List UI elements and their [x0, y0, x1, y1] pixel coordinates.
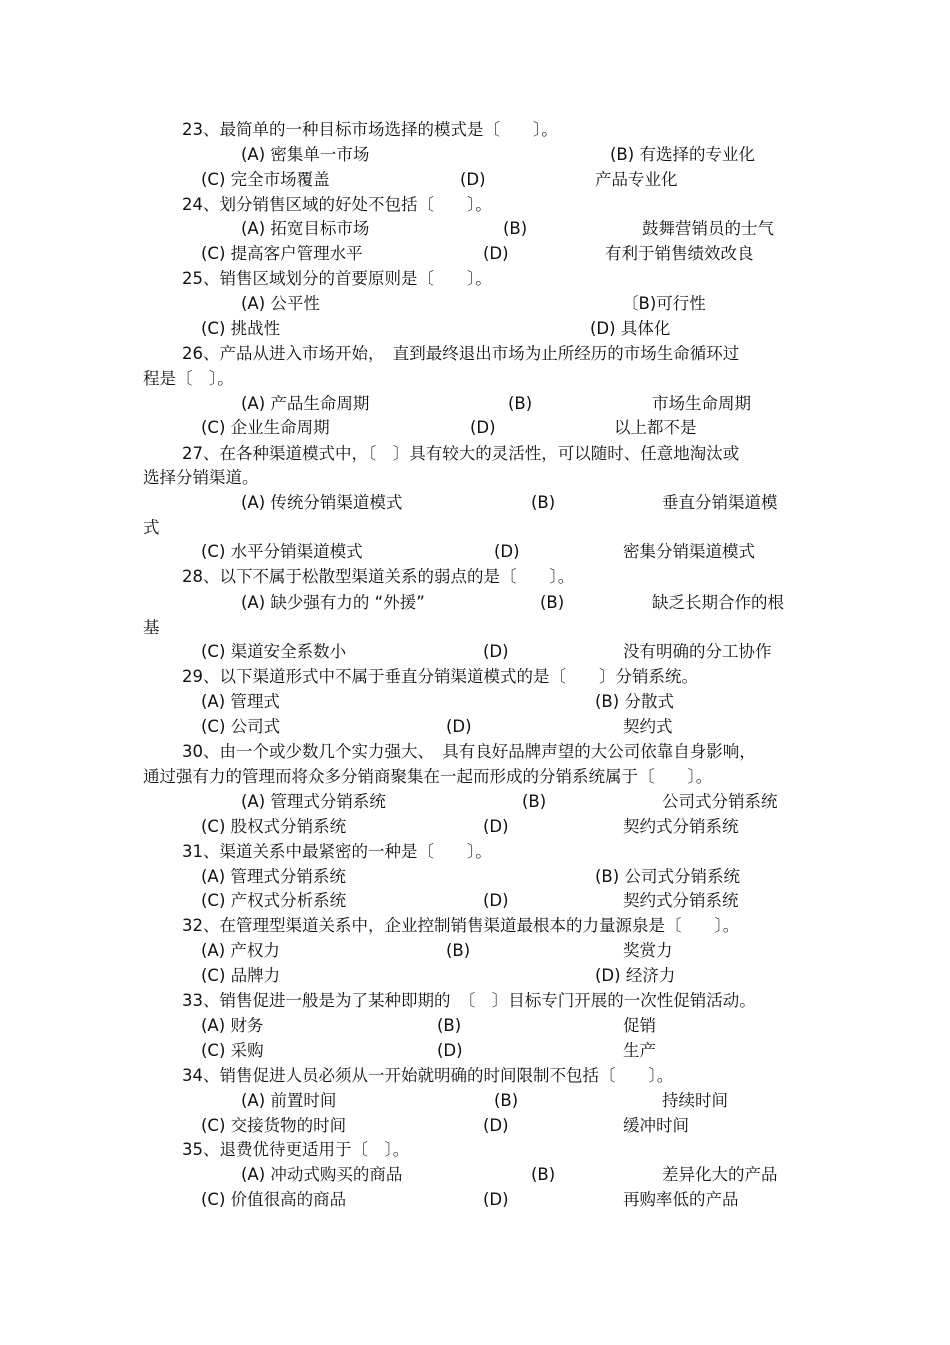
question-29-option-d-label: (D) [446, 717, 472, 736]
question-24-option-d-label: (D) [483, 244, 509, 263]
question-30-option-d-label: (D) [483, 817, 509, 836]
question-35-option-b-text: 差异化大的产品 [662, 1165, 778, 1184]
question-31-option-a: (A) 管理式分销系统 [201, 867, 346, 886]
question-25-option-d: (D) 具体化 [590, 319, 671, 338]
question-32-option-d: (D) 经济力 [595, 966, 676, 985]
question-33-option-a: (A) 财务 [201, 1016, 264, 1035]
question-24-option-d-text: 有利于销售绩效改良 [605, 244, 754, 263]
question-33-option-b-text: 促销 [623, 1016, 656, 1035]
question-26-option-d-label: (D) [470, 418, 496, 437]
question-30-stem: 30、由一个或少数几个实力强大、 具有良好品牌声望的大公司依靠自身影响， [182, 742, 756, 761]
question-34-option-b-label: (B) [494, 1091, 519, 1110]
question-25-option-c: (C) 挑战性 [201, 319, 281, 338]
question-31-option-c: (C) 产权式分析系统 [201, 891, 347, 910]
question-27-option-d-text: 密集分销渠道模式 [623, 542, 755, 561]
question-34-option-a: (A) 前置时间 [241, 1091, 337, 1110]
question-28-option-b-cont: 基 [143, 618, 160, 637]
question-26-stem: 26、产品从进入市场开始， 直到最终退出市场为止所经历的市场生命循环过 [182, 344, 740, 363]
question-30-option-c: (C) 股权式分销系统 [201, 817, 347, 836]
question-24-option-b-text: 鼓舞营销员的士气 [642, 219, 774, 238]
question-27-option-b-cont: 式 [143, 518, 160, 537]
question-27-option-b-label: (B) [531, 493, 556, 512]
question-29-option-d-text: 契约式 [623, 717, 673, 736]
question-23-option-c: (C) 完全市场覆盖 [201, 170, 330, 189]
question-34-option-b-text: 持续时间 [662, 1091, 728, 1110]
question-33-stem: 33、销售促进一般是为了某种即期的 〔 〕目标专门开展的一次性促销活动。 [182, 991, 756, 1010]
question-28-stem: 28、以下不属于松散型渠道关系的弱点的是〔 〕。 [182, 567, 575, 586]
question-27-stem: 27、在各种渠道模式中，〔 〕具有较大的灵活性，可以随时、任意地淘汰或 [182, 444, 740, 463]
question-34-option-c: (C) 交接货物的时间 [201, 1116, 347, 1135]
question-29-stem: 29、以下渠道形式中不属于垂直分销渠道模式的是〔 〕分销系统。 [182, 667, 698, 686]
question-26-stem-cont: 程是〔 〕。 [143, 369, 234, 388]
question-24-option-b-label: (B) [503, 219, 528, 238]
question-24-option-a: (A) 拓宽目标市场 [241, 219, 370, 238]
question-28-option-a: (A) 缺少强有力的 “外援” [241, 593, 425, 612]
question-24-option-c: (C) 提高客户管理水平 [201, 244, 363, 263]
question-28-option-b-text: 缺乏长期合作的根 [652, 593, 784, 612]
question-28-option-d-text: 没有明确的分工协作 [623, 642, 772, 661]
question-23-option-d-text: 产品专业化 [595, 170, 678, 189]
question-32-option-b-label: (B) [446, 941, 471, 960]
question-35-option-a: (A) 冲动式购买的商品 [241, 1165, 403, 1184]
question-35-option-d-text: 再购率低的产品 [623, 1190, 739, 1209]
question-26-option-a: (A) 产品生命周期 [241, 394, 370, 413]
question-25-stem: 25、销售区域划分的首要原则是〔 〕。 [182, 269, 492, 288]
question-26-option-d-text: 以上都不是 [614, 418, 697, 437]
question-28-option-d-label: (D) [483, 642, 509, 661]
question-35-option-b-label: (B) [531, 1165, 556, 1184]
question-30-stem-cont: 通过强有力的管理而将众多分销商聚集在一起而形成的分销系统属于〔 〕。 [143, 767, 713, 786]
question-32-option-c: (C) 品牌力 [201, 966, 281, 985]
question-25-option-a: (A) 公平性 [241, 294, 320, 313]
question-28-option-b-label: (B) [540, 593, 565, 612]
question-23-option-b: (B) 有选择的专业化 [610, 145, 755, 164]
question-27-option-a: (A) 传统分销渠道模式 [241, 493, 403, 512]
question-30-option-a: (A) 管理式分销系统 [241, 792, 386, 811]
question-23-stem: 23、最简单的一种目标市场选择的模式是〔 〕。 [182, 120, 558, 139]
question-35-stem: 35、退费优待更适用于〔 〕。 [182, 1140, 410, 1159]
question-31-option-d-text: 契约式分销系统 [623, 891, 739, 910]
question-30-option-b-label: (B) [522, 792, 547, 811]
question-34-stem: 34、销售促进人员必须从一开始就明确的时间限制不包括〔 〕。 [182, 1066, 674, 1085]
question-31-option-d-label: (D) [483, 891, 509, 910]
question-27-option-d-label: (D) [494, 542, 520, 561]
question-30-option-d-text: 契约式分销系统 [623, 817, 739, 836]
question-29-option-a: (A) 管理式 [201, 692, 280, 711]
question-25-option-b: 〔B)可行性 [622, 294, 706, 313]
question-33-option-d-text: 生产 [623, 1041, 656, 1060]
question-34-option-d-label: (D) [483, 1116, 509, 1135]
question-26-option-b-text: 市场生命周期 [652, 394, 751, 413]
question-27-option-c: (C) 水平分销渠道模式 [201, 542, 363, 561]
question-27-stem-cont: 选择分销渠道。 [143, 468, 259, 487]
question-30-option-b-text: 公司式分销系统 [662, 792, 778, 811]
question-32-stem: 32、在管理型渠道关系中，企业控制销售渠道最根本的力量源泉是〔 〕。 [182, 916, 740, 935]
question-23-option-a: (A) 密集单一市场 [241, 145, 370, 164]
question-32-option-b-text: 奖赏力 [623, 941, 673, 960]
question-34-option-d-text: 缓冲时间 [623, 1116, 689, 1135]
question-29-option-b: (B) 分散式 [595, 692, 674, 711]
question-27-option-b-text: 垂直分销渠道模 [662, 493, 778, 512]
question-28-option-c: (C) 渠道安全系数小 [201, 642, 347, 661]
question-35-option-d-label: (D) [483, 1190, 509, 1209]
question-32-option-a: (A) 产权力 [201, 941, 280, 960]
question-31-option-b: (B) 公司式分销系统 [595, 867, 740, 886]
question-33-option-d-label: (D) [437, 1041, 463, 1060]
question-29-option-c: (C) 公司式 [201, 717, 281, 736]
question-35-option-c: (C) 价值很高的商品 [201, 1190, 347, 1209]
question-31-stem: 31、渠道关系中最紧密的一种是〔 〕。 [182, 842, 492, 861]
question-24-stem: 24、划分销售区域的好处不包括〔 〕。 [182, 195, 492, 214]
question-23-option-d-label: (D) [460, 170, 486, 189]
question-26-option-c: (C) 企业生命周期 [201, 418, 330, 437]
question-33-option-b-label: (B) [437, 1016, 462, 1035]
question-33-option-c: (C) 采购 [201, 1041, 264, 1060]
question-26-option-b-label: (B) [508, 394, 533, 413]
